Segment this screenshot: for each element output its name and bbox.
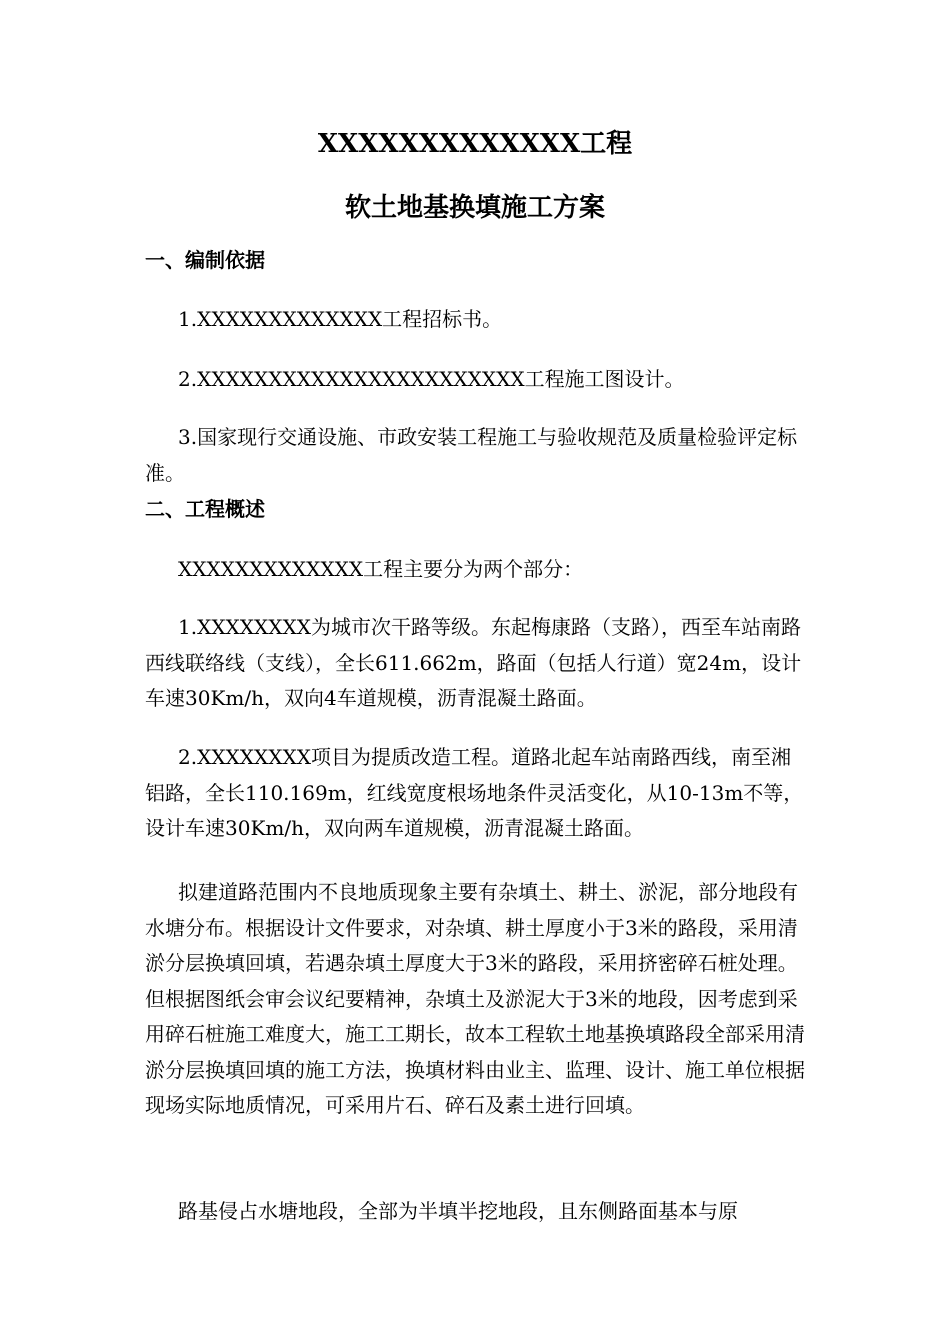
geology-paragraph: 拟建道路范围内不良地质现象主要有杂填土、耕土、淤泥，部分地段有水塘分布。根据设计文件要求，对杂填、耕土厚度小于3米的路段，采用清淤分层换填回填，若遇杂填土厚度大于3米的路段，采用挤密碎石桩处理。但根据图纸会审会议纪要精神，杂填土及淤泥大于3米的地段，因考虑到采用碎石桩施工难度大，施工工期长，故本工程软土地基换填路段全部采用清淤分层换填回填的施工方法，换填材料由业主、监理、设计、施工单位根据现场实际地质情况，可采用片石、碎石及素土进行回填。 [145, 880, 805, 1117]
basis-item-1: 1.XXXXXXXXXXXXX工程招标书。 [178, 307, 503, 331]
overview-item-2: 2.XXXXXXXX项目为提质改造工程。道路北起车站南路西线，南至湘铝路，全长110.169m，红线宽度根场地条件灵活变化，从10-13m不等，设计车速30Km/h，双向两车道规模，沥青混凝土路面。 [145, 745, 804, 840]
document-title: XXXXXXXXXXXXX工程 [317, 129, 633, 159]
overview-intro: XXXXXXXXXXXXX工程主要分为两个部分： [178, 557, 584, 581]
document-subtitle: 软土地基换填施工方案 [344, 193, 605, 223]
section-heading-basis: 一、编制依据 [145, 248, 265, 272]
section-heading-overview: 二、工程概述 [145, 497, 265, 521]
overview-item-1: 1.XXXXXXXX为城市次干路等级。东起梅康路（支路），西至车站南路西线联络线（支线），全长611.662m，路面（包括人行道）宽24m，设计车速30Km/h，双向4车道规模，沥青混凝土路面。 [145, 615, 802, 710]
basis-item-2: 2.XXXXXXXXXXXXXXXXXXXXXXX工程施工图设计。 [178, 367, 685, 391]
basis-item-3: 3.国家现行交通设施、市政安装工程施工与验收规范及质量检验评定标准。 [145, 425, 798, 485]
pond-paragraph: 路基侵占水塘地段，全部为半填半挖地段，且东侧路面基本与原 [178, 1199, 738, 1223]
